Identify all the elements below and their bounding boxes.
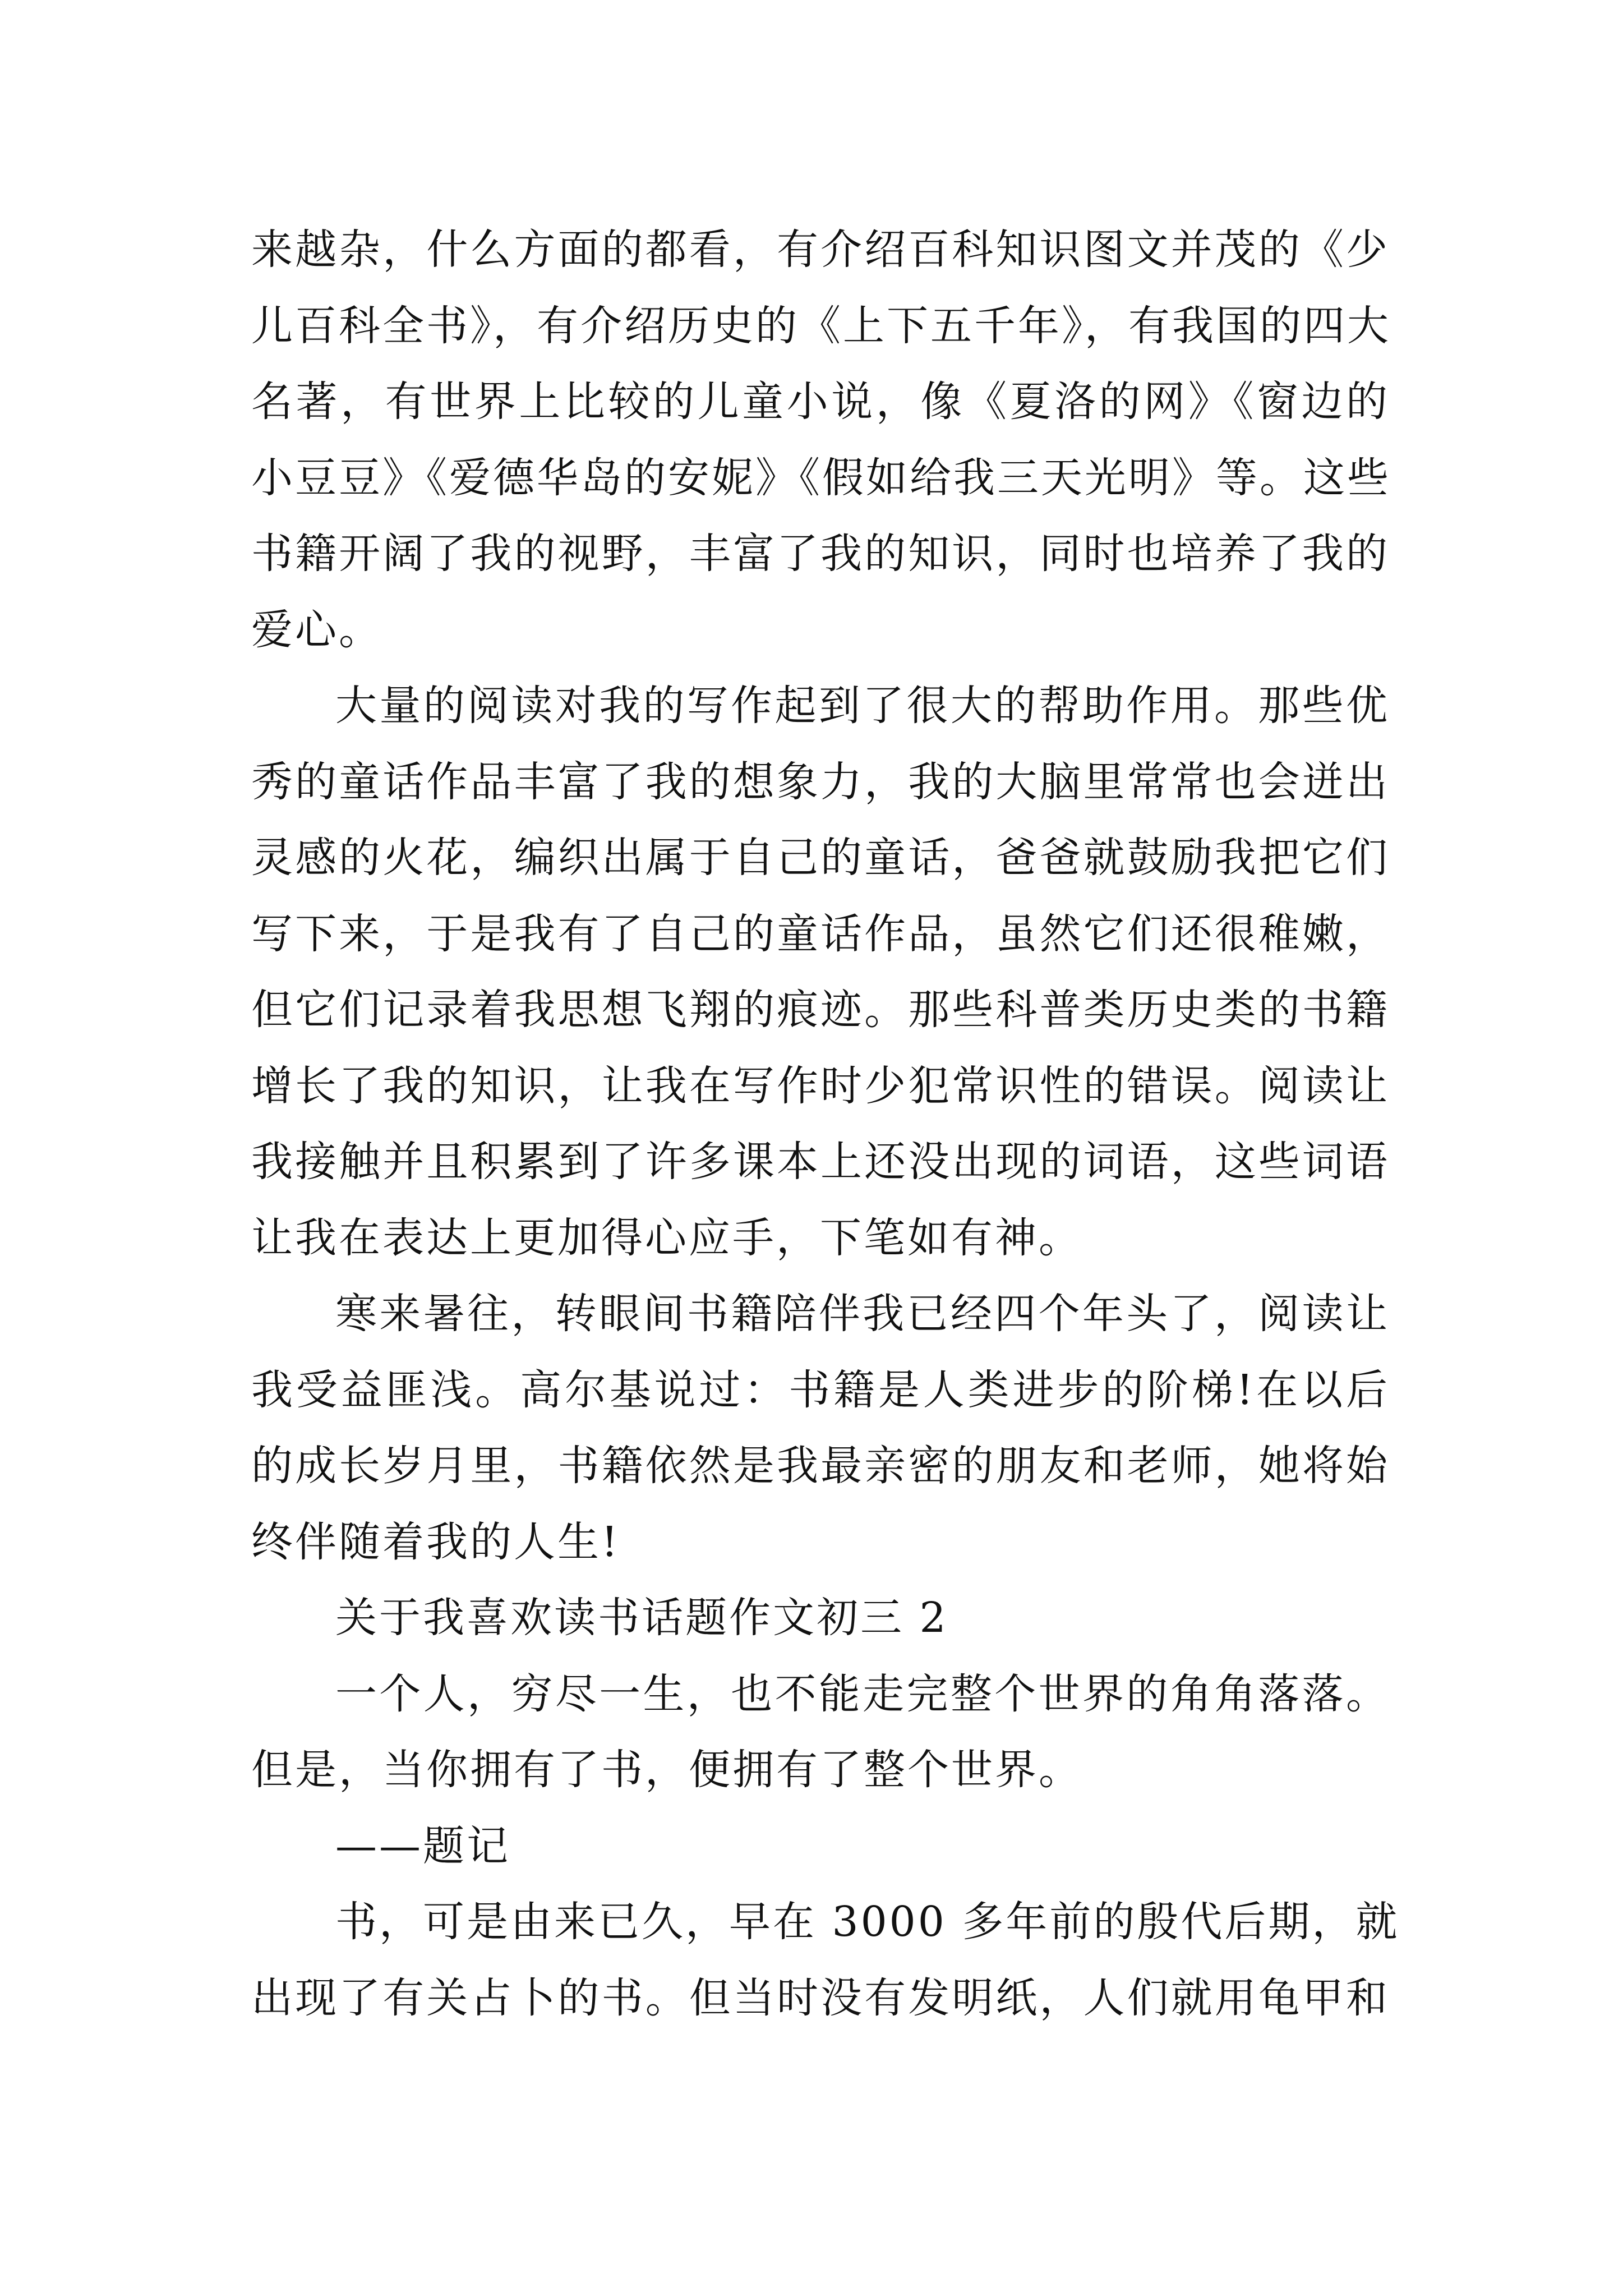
body-text	[251, 212, 1400, 2036]
text-line: 小豆豆》《爱德华岛的安妮》《假如给我三天光明》等。这些	[251, 453, 1391, 502]
text-line: 我受益匪浅。高尔基说过：书籍是人类进步的阶梯!在以后	[251, 1365, 1390, 1414]
text-line: 来越杂，什么方面的都看，有介绍百科知识图文并茂的《少	[251, 226, 1390, 274]
text-line: 的成长岁月里，书籍依然是我最亲密的朋友和老师，她将始	[251, 1442, 1390, 1490]
text-line: 秀的童话作品丰富了我的想象力，我的大脑里常常也会迸出	[251, 757, 1390, 806]
paragraph-first-line: 寒来暑往，转眼间书籍陪伴我已经四个年头了，阅读让	[335, 1290, 1390, 1338]
text-line: 我接触并且积累到了许多课本上还没出现的词语，这些词语	[251, 1138, 1390, 1186]
section-heading: 关于我喜欢读书话题作文初三 2	[335, 1594, 948, 1642]
text-line: 让我在表达上更加得心应手，下笔如有神。	[251, 1213, 1082, 1262]
text-line: 增长了我的知识，让我在写作时少犯常识性的错误。阅读让	[251, 1061, 1390, 1110]
text-line: 儿百科全书》，有介绍历史的《上下五千年》，有我国的四大	[251, 301, 1391, 350]
text-line: 但是，当你拥有了书，便拥有了整个世界。	[251, 1746, 1082, 1794]
text-line: 出现了有关占卜的书。但当时没有发明纸，人们就用龟甲和	[251, 1973, 1390, 2022]
paragraph-first-line: 书，可是由来已久，早在 3000 多年前的殷代后期，就	[335, 1898, 1400, 1946]
paragraph-first-line: 一个人，穷尽一生，也不能走完整个世界的角角落落。	[335, 1669, 1390, 1718]
text-line: 爱心。	[251, 605, 382, 654]
text-line: 但它们记录着我思想飞翔的痕迹。那些科普类历史类的书籍	[251, 986, 1390, 1034]
text-line: 写下来，于是我有了自己的童话作品，虽然它们还很稚嫩，	[251, 909, 1390, 958]
text-line: 名著，有世界上比较的儿童小说，像《夏洛的网》《窗边的	[251, 378, 1390, 426]
paragraph-first-line: 大量的阅读对我的写作起到了很大的帮助作用。那些优	[335, 682, 1390, 730]
text-line: 灵感的火花，编织出属于自己的童话，爸爸就鼓励我把它们	[251, 834, 1390, 882]
epigraph-attribution: ——题记	[335, 1821, 510, 1870]
text-line: 书籍开阔了我的视野，丰富了我的知识，同时也培养了我的	[251, 530, 1390, 578]
text-line: 终伴随着我的人生!	[251, 1517, 620, 1566]
